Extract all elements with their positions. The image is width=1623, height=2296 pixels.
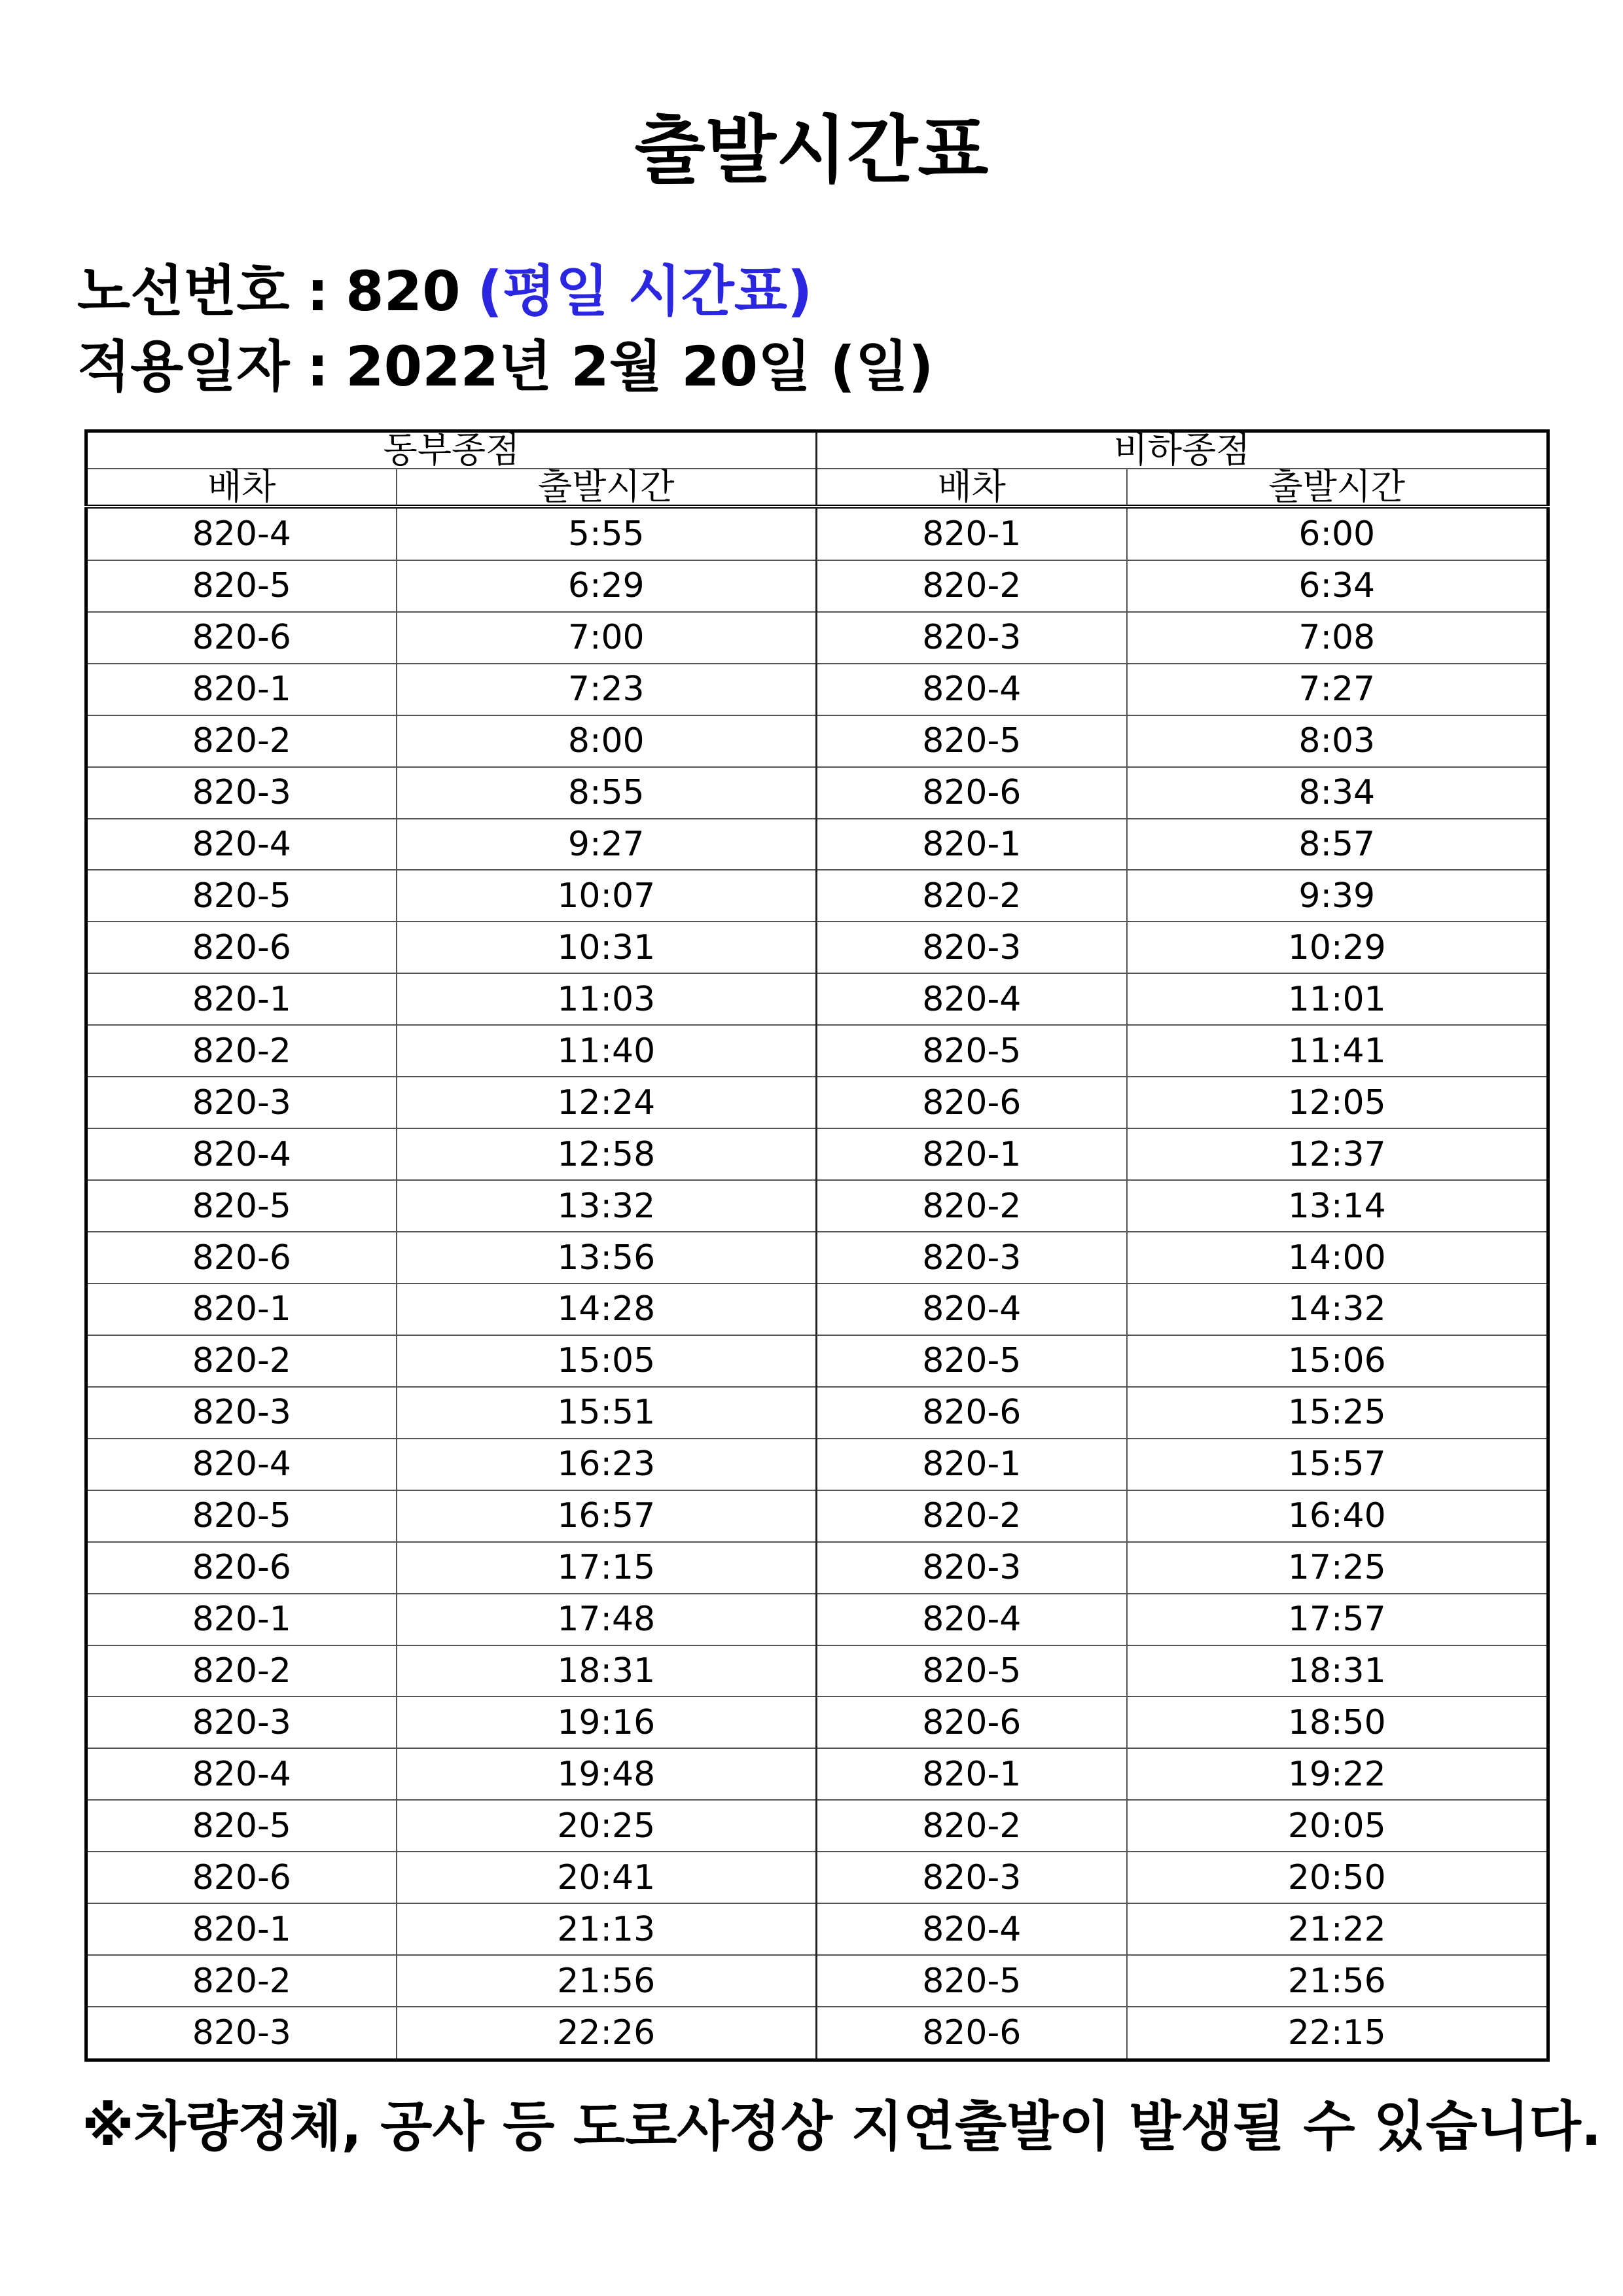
cell-dispatch-biha: 820-2 <box>817 560 1127 612</box>
cell-dispatch-dongbu: 820-6 <box>86 612 397 664</box>
cell-time-biha: 7:08 <box>1127 612 1548 664</box>
cell-time-biha: 15:25 <box>1127 1387 1548 1439</box>
table-row <box>86 1283 1548 1335</box>
delay-notice: ※차량정체, 공사 등 도로사정상 지연출발이 발생될 수 있습니다. <box>82 2096 1602 2158</box>
cell-dispatch-dongbu: 820-5 <box>86 1490 397 1542</box>
cell-dispatch-dongbu: 820-5 <box>86 1800 397 1852</box>
cell-dispatch-biha: 820-4 <box>817 1903 1127 1955</box>
cell-time-biha: 15:06 <box>1127 1335 1548 1387</box>
table-row <box>86 1696 1548 1748</box>
cell-time-biha: 8:57 <box>1127 819 1548 870</box>
cell-time-dongbu: 13:56 <box>397 1232 817 1283</box>
cell-time-dongbu: 16:57 <box>397 1490 817 1542</box>
page-title: 출발시간표 <box>634 108 989 193</box>
cell-time-biha: 12:05 <box>1127 1077 1548 1128</box>
cell-dispatch-biha: 820-3 <box>817 612 1127 664</box>
cell-time-dongbu: 7:00 <box>397 612 817 664</box>
table-row <box>86 1490 1548 1542</box>
table-row <box>86 1594 1548 1645</box>
column-header-time-biha: 출발시간 <box>1127 469 1548 507</box>
cell-time-dongbu: 19:48 <box>397 1748 817 1800</box>
cell-time-dongbu: 8:00 <box>397 715 817 767</box>
cell-time-dongbu: 6:29 <box>397 560 817 612</box>
cell-time-biha: 19:22 <box>1127 1748 1548 1800</box>
cell-time-biha: 17:57 <box>1127 1594 1548 1645</box>
cell-dispatch-biha: 820-3 <box>817 922 1127 973</box>
column-header-row <box>86 469 1548 507</box>
cell-dispatch-dongbu: 820-3 <box>86 1387 397 1439</box>
cell-dispatch-biha: 820-1 <box>817 1748 1127 1800</box>
cell-time-biha: 6:00 <box>1127 507 1548 560</box>
cell-dispatch-dongbu: 820-3 <box>86 767 397 819</box>
cell-time-dongbu: 10:31 <box>397 922 817 973</box>
cell-dispatch-dongbu: 820-3 <box>86 2007 397 2060</box>
cell-time-dongbu: 12:58 <box>397 1128 817 1180</box>
cell-time-biha: 13:14 <box>1127 1180 1548 1232</box>
cell-time-dongbu: 21:13 <box>397 1903 817 1955</box>
cell-dispatch-biha: 820-4 <box>817 1594 1127 1645</box>
cell-time-biha: 11:41 <box>1127 1025 1548 1077</box>
table-row <box>86 922 1548 973</box>
cell-time-dongbu: 22:26 <box>397 2007 817 2060</box>
weekday-schedule-note: (평일 시간표) <box>477 259 813 323</box>
cell-time-dongbu: 12:24 <box>397 1077 817 1128</box>
cell-time-dongbu: 20:25 <box>397 1800 817 1852</box>
cell-time-dongbu: 13:32 <box>397 1180 817 1232</box>
cell-dispatch-biha: 820-6 <box>817 1387 1127 1439</box>
table-row <box>86 1852 1548 1903</box>
effective-date-label: 적용일자 <box>77 334 290 399</box>
table-row <box>86 2007 1548 2060</box>
cell-dispatch-biha: 820-4 <box>817 973 1127 1025</box>
cell-time-biha: 21:22 <box>1127 1903 1548 1955</box>
group-header-dongbu: 동부종점 <box>86 431 817 469</box>
cell-time-dongbu: 14:28 <box>397 1283 817 1335</box>
table-row <box>86 1748 1548 1800</box>
cell-time-dongbu: 17:15 <box>397 1542 817 1594</box>
schedule-body <box>86 507 1548 2060</box>
group-header-biha: 비하종점 <box>817 431 1548 469</box>
cell-dispatch-dongbu: 820-4 <box>86 1748 397 1800</box>
table-row <box>86 767 1548 819</box>
table-row <box>86 1335 1548 1387</box>
table-row <box>86 870 1548 922</box>
cell-dispatch-biha: 820-1 <box>817 819 1127 870</box>
table-row <box>86 1077 1548 1128</box>
table-row <box>86 560 1548 612</box>
departure-schedule-table <box>84 429 1550 2062</box>
cell-time-dongbu: 5:55 <box>397 507 817 560</box>
cell-time-biha: 22:15 <box>1127 2007 1548 2060</box>
cell-dispatch-dongbu: 820-3 <box>86 1696 397 1748</box>
table-row <box>86 819 1548 870</box>
route-number-separator: : <box>306 259 329 323</box>
cell-dispatch-biha: 820-4 <box>817 664 1127 715</box>
cell-dispatch-biha: 820-1 <box>817 1128 1127 1180</box>
table-row <box>86 973 1548 1025</box>
cell-time-biha: 11:01 <box>1127 973 1548 1025</box>
column-header-time-dongbu: 출발시간 <box>397 469 817 507</box>
cell-time-biha: 7:27 <box>1127 664 1548 715</box>
cell-dispatch-dongbu: 820-6 <box>86 1232 397 1283</box>
cell-time-dongbu: 11:40 <box>397 1025 817 1077</box>
cell-dispatch-dongbu: 820-2 <box>86 1645 397 1697</box>
cell-dispatch-biha: 820-3 <box>817 1852 1127 1903</box>
effective-date-line <box>77 331 933 403</box>
cell-time-dongbu: 7:23 <box>397 664 817 715</box>
cell-dispatch-biha: 820-2 <box>817 870 1127 922</box>
cell-time-biha: 12:37 <box>1127 1128 1548 1180</box>
cell-dispatch-dongbu: 820-1 <box>86 1283 397 1335</box>
cell-time-dongbu: 18:31 <box>397 1645 817 1697</box>
cell-time-biha: 20:50 <box>1127 1852 1548 1903</box>
cell-dispatch-biha: 820-2 <box>817 1800 1127 1852</box>
cell-time-biha: 6:34 <box>1127 560 1548 612</box>
cell-time-biha: 8:34 <box>1127 767 1548 819</box>
cell-dispatch-dongbu: 820-2 <box>86 715 397 767</box>
cell-dispatch-biha: 820-6 <box>817 1077 1127 1128</box>
cell-dispatch-dongbu: 820-1 <box>86 664 397 715</box>
effective-date-value: 2022년 2월 20일 (일) <box>346 334 934 399</box>
cell-dispatch-biha: 820-5 <box>817 715 1127 767</box>
cell-time-dongbu: 8:55 <box>397 767 817 819</box>
cell-dispatch-dongbu: 820-2 <box>86 1955 397 2007</box>
route-number-line <box>77 255 812 327</box>
cell-time-dongbu: 21:56 <box>397 1955 817 2007</box>
cell-time-dongbu: 19:16 <box>397 1696 817 1748</box>
cell-dispatch-biha: 820-5 <box>817 1025 1127 1077</box>
table-row <box>86 664 1548 715</box>
table-row <box>86 1439 1548 1490</box>
route-number-label: 노선번호 <box>77 259 290 323</box>
table-row <box>86 1180 1548 1232</box>
cell-time-dongbu: 15:05 <box>397 1335 817 1387</box>
cell-dispatch-dongbu: 820-2 <box>86 1025 397 1077</box>
table-row <box>86 1542 1548 1594</box>
cell-dispatch-dongbu: 820-4 <box>86 1439 397 1490</box>
route-number-value: 820 <box>346 259 461 323</box>
table-row <box>86 612 1548 664</box>
cell-time-biha: 15:57 <box>1127 1439 1548 1490</box>
cell-time-dongbu: 17:48 <box>397 1594 817 1645</box>
cell-dispatch-dongbu: 820-6 <box>86 1852 397 1903</box>
cell-time-biha: 14:00 <box>1127 1232 1548 1283</box>
cell-dispatch-dongbu: 820-2 <box>86 1335 397 1387</box>
cell-time-dongbu: 10:07 <box>397 870 817 922</box>
effective-date-separator: : <box>306 334 329 399</box>
cell-dispatch-biha: 820-5 <box>817 1645 1127 1697</box>
table-row <box>86 1955 1548 2007</box>
cell-dispatch-dongbu: 820-4 <box>86 1128 397 1180</box>
table-row <box>86 1387 1548 1439</box>
table-row <box>86 1800 1548 1852</box>
cell-dispatch-dongbu: 820-1 <box>86 973 397 1025</box>
table-row <box>86 1232 1548 1283</box>
cell-time-biha: 8:03 <box>1127 715 1548 767</box>
cell-time-biha: 14:32 <box>1127 1283 1548 1335</box>
cell-dispatch-dongbu: 820-1 <box>86 1594 397 1645</box>
cell-time-biha: 16:40 <box>1127 1490 1548 1542</box>
cell-dispatch-dongbu: 820-6 <box>86 922 397 973</box>
cell-time-biha: 10:29 <box>1127 922 1548 973</box>
cell-dispatch-dongbu: 820-5 <box>86 560 397 612</box>
cell-dispatch-biha: 820-5 <box>817 1955 1127 2007</box>
cell-dispatch-biha: 820-5 <box>817 1335 1127 1387</box>
cell-time-biha: 21:56 <box>1127 1955 1548 2007</box>
cell-time-dongbu: 9:27 <box>397 819 817 870</box>
cell-time-dongbu: 11:03 <box>397 973 817 1025</box>
cell-dispatch-dongbu: 820-3 <box>86 1077 397 1128</box>
cell-time-biha: 9:39 <box>1127 870 1548 922</box>
cell-time-dongbu: 20:41 <box>397 1852 817 1903</box>
cell-dispatch-dongbu: 820-5 <box>86 870 397 922</box>
table-row <box>86 1903 1548 1955</box>
cell-dispatch-dongbu: 820-4 <box>86 507 397 560</box>
table-row <box>86 715 1548 767</box>
cell-dispatch-biha: 820-3 <box>817 1542 1127 1594</box>
cell-dispatch-dongbu: 820-1 <box>86 1903 397 1955</box>
cell-dispatch-biha: 820-6 <box>817 767 1127 819</box>
cell-dispatch-dongbu: 820-5 <box>86 1180 397 1232</box>
table-row <box>86 1645 1548 1697</box>
cell-dispatch-dongbu: 820-4 <box>86 819 397 870</box>
cell-dispatch-biha: 820-6 <box>817 2007 1127 2060</box>
cell-dispatch-biha: 820-1 <box>817 507 1127 560</box>
cell-dispatch-biha: 820-3 <box>817 1232 1127 1283</box>
cell-dispatch-biha: 820-6 <box>817 1696 1127 1748</box>
cell-dispatch-dongbu: 820-6 <box>86 1542 397 1594</box>
terminal-header-row <box>86 431 1548 469</box>
cell-time-dongbu: 16:23 <box>397 1439 817 1490</box>
cell-time-biha: 18:31 <box>1127 1645 1548 1697</box>
cell-dispatch-biha: 820-2 <box>817 1180 1127 1232</box>
table-row <box>86 1128 1548 1180</box>
cell-dispatch-biha: 820-1 <box>817 1439 1127 1490</box>
cell-time-biha: 18:50 <box>1127 1696 1548 1748</box>
cell-time-dongbu: 15:51 <box>397 1387 817 1439</box>
column-header-dispatch-dongbu: 배차 <box>86 469 397 507</box>
cell-dispatch-biha: 820-4 <box>817 1283 1127 1335</box>
cell-time-biha: 17:25 <box>1127 1542 1548 1594</box>
cell-time-biha: 20:05 <box>1127 1800 1548 1852</box>
column-header-dispatch-biha: 배차 <box>817 469 1127 507</box>
table-row <box>86 507 1548 560</box>
table-row <box>86 1025 1548 1077</box>
cell-dispatch-biha: 820-2 <box>817 1490 1127 1542</box>
